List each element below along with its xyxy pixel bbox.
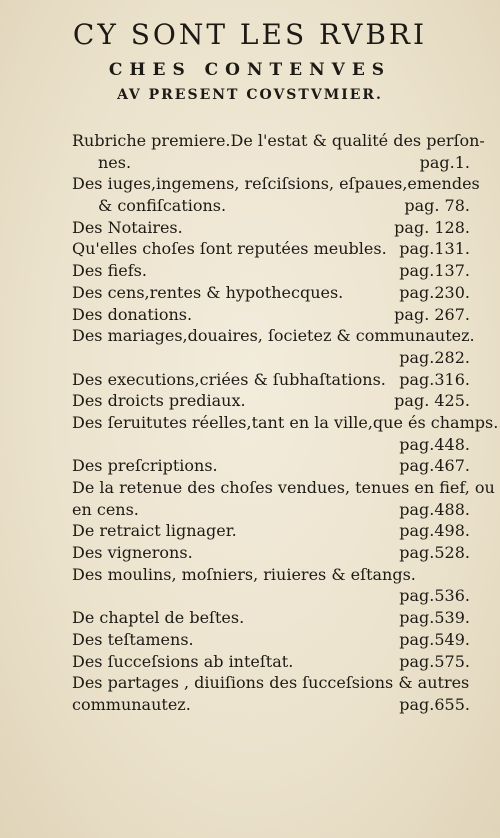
toc-entry bbox=[72, 629, 470, 651]
toc-entry bbox=[72, 369, 470, 391]
toc-entry-title: Des executions,criées & ſubhaſtations. bbox=[72, 369, 386, 389]
toc-entry-page: pag.282. bbox=[399, 347, 470, 367]
toc-line bbox=[72, 238, 470, 260]
toc-entry-page: pag.549. bbox=[399, 629, 470, 649]
toc-entry-page: pag.316. bbox=[399, 369, 470, 389]
toc-line bbox=[72, 173, 480, 195]
toc-entry-title: De la retenue des choſes vendues, tenues en fief, ou bbox=[72, 478, 495, 497]
toc-entry-page: pag.528. bbox=[399, 543, 470, 563]
toc-entry-title: De retraict lignager. bbox=[72, 521, 237, 541]
toc-entry-title: Qu'elles choſes ſont reputées meubles. bbox=[72, 239, 387, 259]
toc-entry-page: pag.655. bbox=[399, 694, 470, 714]
toc-entry-title: Des iuges,ingemens, reſciſsions, eſpaues,emendes bbox=[72, 174, 480, 194]
toc-entry-page: pag.230. bbox=[399, 282, 470, 302]
toc-line bbox=[72, 564, 470, 586]
toc-entry-title: Des vignerons. bbox=[72, 543, 193, 563]
toc-entry-title: Des teſtamens. bbox=[72, 629, 194, 649]
toc-entry-page: pag.1. bbox=[419, 152, 470, 172]
toc-entry-title: nes. bbox=[98, 152, 132, 172]
toc-line bbox=[72, 477, 495, 499]
toc-entry-title: Des droicts prediaux. bbox=[72, 391, 246, 411]
toc-entry bbox=[72, 651, 470, 673]
toc-entry bbox=[72, 455, 470, 477]
toc-entry-page: pag. 267. bbox=[394, 304, 470, 324]
toc-line bbox=[72, 412, 499, 434]
toc-entry bbox=[72, 325, 475, 368]
toc-entry-title: De chaptel de beſtes. bbox=[72, 608, 245, 628]
toc-entry-page: pag.575. bbox=[399, 651, 470, 671]
table-of-contents bbox=[72, 130, 499, 716]
toc-entry bbox=[72, 672, 470, 715]
toc-entry-title: communautez. bbox=[72, 694, 191, 714]
toc-entry-title: Des ſeruitutes réelles,tant en la ville,que és champs. bbox=[72, 412, 499, 432]
toc-line bbox=[72, 629, 470, 651]
toc-entry-title: Des Notaires. bbox=[72, 217, 183, 237]
toc-line bbox=[72, 369, 470, 391]
toc-line bbox=[72, 217, 470, 239]
toc-line bbox=[72, 347, 470, 369]
toc-entry-title: Des donations. bbox=[72, 304, 193, 324]
toc-line bbox=[72, 325, 475, 347]
toc-entry bbox=[72, 542, 470, 564]
toc-entry-page: pag.536. bbox=[399, 586, 470, 606]
toc-entry-page: pag.488. bbox=[399, 499, 470, 519]
toc-entry bbox=[72, 390, 470, 412]
heading-line-1: CY SONT LES RVBRI bbox=[72, 18, 428, 51]
toc-entry-page: pag.448. bbox=[399, 434, 470, 454]
toc-entry-title: Rubriche premiere.De l'estat & qualité des perſon- bbox=[72, 131, 485, 150]
toc-line bbox=[72, 607, 470, 629]
toc-line bbox=[72, 195, 470, 217]
toc-entry-page: pag.131. bbox=[399, 239, 470, 259]
toc-entry-title: Des mariages,douaires, ſocietez & communautez. bbox=[72, 326, 475, 346]
toc-line bbox=[72, 304, 470, 326]
toc-line bbox=[72, 260, 470, 282]
toc-entry-title: Des preſcriptions. bbox=[72, 456, 218, 476]
toc-line bbox=[72, 455, 470, 477]
toc-entry-title: Des moulins, moſniers, riuieres & eſtangs. bbox=[72, 564, 416, 584]
toc-entry bbox=[72, 564, 470, 607]
toc-entry bbox=[72, 282, 470, 304]
toc-entry-title: en cens. bbox=[72, 499, 139, 519]
heading-line-3: AV PRESENT COVSTVMIER. bbox=[117, 87, 383, 103]
heading-line-2: CHES CONTENVES bbox=[108, 60, 392, 80]
toc-entry-title: Des fiefs. bbox=[72, 261, 147, 281]
toc-line bbox=[72, 694, 470, 716]
toc-entry bbox=[72, 520, 470, 542]
toc-line bbox=[72, 499, 470, 521]
toc-entry-page: pag.539. bbox=[399, 608, 470, 628]
toc-line bbox=[72, 282, 470, 304]
toc-entry-title: Des cens,rentes & hypothecques. bbox=[72, 282, 344, 302]
toc-entry-title: Des partages , diuiſions des ſucceſsions & autres bbox=[72, 673, 470, 693]
toc-entry-page: pag.498. bbox=[399, 521, 470, 541]
toc-entry bbox=[72, 173, 480, 216]
toc-line bbox=[72, 672, 470, 694]
toc-line bbox=[72, 542, 470, 564]
toc-line bbox=[72, 130, 485, 152]
toc-entry bbox=[72, 412, 499, 455]
toc-line bbox=[72, 585, 470, 607]
toc-entry bbox=[72, 607, 470, 629]
toc-entry-title: Des ſucceſsions ab inteſtat. bbox=[72, 651, 294, 671]
toc-line bbox=[72, 152, 470, 174]
toc-line bbox=[72, 434, 470, 456]
toc-entry bbox=[72, 477, 495, 520]
toc-entry bbox=[72, 130, 485, 173]
toc-entry-page: pag. 78. bbox=[404, 196, 470, 216]
toc-entry-page: pag.137. bbox=[399, 261, 470, 281]
toc-entry-page: pag. 128. bbox=[394, 217, 470, 237]
toc-entry-title: & confiſcations. bbox=[98, 196, 227, 216]
toc-entry bbox=[72, 238, 470, 260]
toc-line bbox=[72, 520, 470, 542]
toc-entry bbox=[72, 260, 470, 282]
toc-entry bbox=[72, 217, 470, 239]
toc-entry-page: pag. 425. bbox=[394, 391, 470, 411]
toc-line bbox=[72, 390, 470, 412]
toc-entry bbox=[72, 304, 470, 326]
toc-line bbox=[72, 651, 470, 673]
toc-entry-page: pag.467. bbox=[399, 456, 470, 476]
